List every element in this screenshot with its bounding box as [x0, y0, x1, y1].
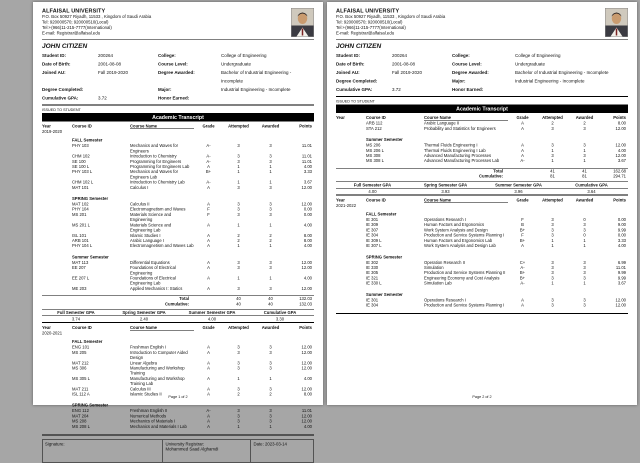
address-line: P.O. Box 50927 Riyadh, 11533 , Kingdom of Saudi Arabia	[42, 14, 152, 19]
info-value: College of Engineering	[221, 53, 267, 58]
course-row: IE 330 L Simulation Lab A- 1 1 3.67	[366, 280, 626, 286]
gpa-label: Summer Semester GPA	[495, 182, 542, 188]
course-row: MAT 113 Differential Equations A 3 3 12.00	[72, 259, 312, 265]
course-row: CHM 102 L Introduction to Chemistry Lab A- 1 1 3.67	[72, 179, 312, 185]
university-name: ALFAISAL UNIVERSITY	[336, 8, 400, 14]
info-value: 3.72	[98, 95, 107, 101]
total-row: Total 41 41 162.68	[493, 168, 626, 174]
info-label: College:	[452, 53, 470, 58]
course-row: IE 307 Work System Analysis and Design B+ 3 3 9.99	[366, 227, 626, 233]
page-content	[327, 2, 637, 405]
gpa-label: Spring Semester GPA	[423, 182, 468, 188]
course-row: IE 309 Human Factors and Ergonomics B 3 3 9.00	[366, 222, 626, 228]
address-line: P.O. Box 50927 Riyadh, 11533 , Kingdom of Saudi Arabia	[336, 14, 446, 19]
course-row: MS 306 Manufacturing and Workshop Training A 3 3 12.00	[72, 365, 312, 376]
table-header-row: Year Course ID Course Name Grade Attempted Awarded Points	[42, 123, 312, 129]
info-value: College of Engineering	[515, 53, 561, 58]
info-value: 2001-08-08	[392, 61, 416, 67]
student-info-grid	[42, 52, 314, 103]
address-line: Tel: 920000570; 920000510(Local)	[42, 19, 109, 25]
info-value: Fall 2019-2020	[392, 70, 423, 75]
student-photo	[605, 8, 628, 37]
info-value: Bachelor of Industrial Engineering - Incomplete	[221, 70, 292, 84]
gpa-value: 3.96	[514, 188, 523, 194]
gpa-value: 3.93	[441, 188, 450, 194]
course-row: IE 321 Engineering Economy and Cost Analysis B+ 3 3 9.99	[366, 275, 626, 281]
gpa-label: Cumulative GPA	[575, 182, 608, 188]
info-label: Course Level:	[452, 61, 482, 67]
course-row: SE 100 L Programming for Engineers Lab A 1 1 4.00	[72, 164, 312, 170]
address-line: Tel:+(966)11-215-7777(International)	[336, 25, 406, 30]
info-label: Joined AU:	[42, 70, 66, 75]
course-row: MS 201 L Materials Science and Engineering Lab A 1 1 4.00	[72, 222, 312, 233]
course-row: ARB 112 Arabic Language II A 2 2 8.00	[366, 120, 626, 126]
course-row: STA 212 Probability and Statistics for Engineers A 3 3 12.00	[366, 125, 626, 131]
student-name: JOHN CITIZEN	[336, 42, 382, 50]
gpa-label: Full Semester GPA	[57, 309, 95, 315]
info-value: Bachelor of Industrial Engineering - Incomplete	[515, 70, 609, 75]
registrar-name: Mohammed Saad Alghamdi	[165, 446, 219, 452]
course-row: ISL 112 A Islamic Studies II A 2 2 8.00	[72, 391, 312, 397]
info-label: Honor Earned:	[158, 95, 190, 101]
course-row: MAT 101 Calculus I A 3 3 12.00	[72, 184, 312, 190]
info-label: Cumulative GPA:	[336, 87, 373, 92]
semester-label: FALL Semester	[366, 211, 397, 217]
info-value	[221, 94, 314, 103]
info-value: 200264	[392, 53, 408, 58]
info-value: Industrial Engineering - Incomplete	[221, 87, 291, 92]
info-value: 200264	[98, 53, 114, 58]
cumulative-row: Cumulative: 40 40 132.03	[165, 301, 312, 307]
course-row: ISL 101 Islamic Studies I A 2 2 8.00	[72, 232, 312, 238]
semester-label: Summer Semester	[366, 137, 403, 143]
transcript-page-2	[327, 2, 637, 405]
student-name: JOHN CITIZEN	[42, 42, 88, 50]
gpa-value: 3.30	[275, 316, 285, 322]
info-label: Honor Earned:	[452, 87, 484, 92]
info-label: Date of Birth:	[42, 61, 71, 67]
course-row: PHY 104 L Electromagnetism and Waves Lab A 1 1 4.00	[72, 243, 312, 249]
semester-label: Summer Semester	[72, 254, 109, 260]
year-row: 2021-2022	[336, 203, 357, 209]
course-row: MAT 212 Linear Algebra A 3 3 12.00	[72, 360, 312, 366]
university-header	[336, 8, 628, 36]
totals-block	[42, 296, 314, 307]
university-header	[42, 8, 314, 36]
semester-label: SPRING Semester	[72, 196, 109, 202]
course-row: MS 208 L Mechanics and Materials I Lab A 1 1 4.00	[72, 423, 312, 429]
university-name: ALFAISAL UNIVERSITY	[42, 8, 106, 14]
semester-label: FALL Semester	[72, 137, 103, 143]
course-row: ARB 101 Arabic Language I A 2 2 8.00	[72, 237, 312, 243]
header-divider	[336, 39, 628, 40]
course-row: MS 205 Introduction to Computer Aided Design A 3 3 12.00	[72, 349, 312, 361]
info-value: 3.72	[392, 87, 401, 92]
info-value: Industrial Engineering - Incomplete	[515, 78, 585, 84]
course-row: MS 308 Advanced Manufacturing Processes A 3 3 12.00	[366, 153, 626, 159]
info-value: Undergraduate	[515, 61, 546, 67]
course-row: ME 203 Applied Mechanics I: Statics A 3 3 12.00	[72, 285, 312, 291]
info-label: Date of Birth:	[336, 61, 365, 67]
university-address	[336, 14, 628, 36]
section-divider	[336, 96, 628, 97]
course-row: MS 206 L Thermal Fluids Engineering I Lab A 1 1 4.00	[366, 147, 626, 153]
info-label: Joined AU:	[336, 70, 360, 75]
course-row: IE 304 Production and Service Systems Planning I A 3 3 12.00	[366, 302, 626, 308]
address-line: E-mail: Registrar@alfaisal.edu	[336, 30, 395, 36]
course-row: PHY 104 Electromagnetism and Waves F 3 3 0.00	[72, 206, 312, 212]
course-row: IE 309 L Human Factors and Ergonomics Lab B+ 1 1 3.33	[366, 237, 626, 243]
info-label: Degree Awarded:	[452, 70, 489, 75]
info-label: College:	[158, 53, 176, 58]
table-header-row: Year Course ID Course Name Grade Attempted Awarded Points	[336, 115, 626, 120]
page-content	[33, 2, 323, 452]
info-label: Student ID:	[42, 53, 66, 58]
course-row: IE 304 Production and Service Systems Planning I F 3 0 0.00	[366, 232, 626, 238]
info-label: Course Level:	[158, 61, 188, 67]
info-value: Fall 2019-2020	[98, 70, 129, 75]
issued-to-student-label: ISSUED TO STUDENT	[42, 107, 81, 112]
info-label: Degree Completed:	[336, 78, 378, 84]
gpa-label: Cumulative GPA	[263, 309, 297, 315]
registrar-cell	[163, 440, 251, 462]
course-row: MS 305 L Manufacturing and Workshop Training Lab A 1 1 4.00	[72, 375, 312, 387]
course-row: PHY 103 Mechanics and Waves for Engineers A- 3 3 11.01	[72, 143, 312, 154]
info-label: Major:	[452, 78, 466, 84]
gpa-values-row	[336, 188, 628, 194]
student-info-grid	[336, 52, 628, 95]
header-divider	[42, 39, 314, 40]
course-row: IE 301 Operations Research I A 3 3 12.00	[366, 297, 626, 303]
course-row: MAT 211 Calculus III A 3 3 12.00	[72, 386, 312, 392]
info-value	[515, 86, 628, 95]
course-row: EE 207 Foundations of Electrical Engineering A 3 3 12.00	[72, 265, 312, 276]
page-number-label: Page 1 of 2	[168, 394, 188, 399]
gpa-label: Summer Semester GPA	[188, 309, 236, 315]
course-row: MS 206 Thermal Fluids Engineering I A 3 3 12.00	[366, 142, 626, 148]
date-cell: Date: 2023-03-14	[251, 440, 314, 462]
totals-block	[336, 168, 628, 179]
gpa-label: Spring Semester GPA	[122, 309, 166, 315]
student-photo	[291, 8, 314, 37]
address-line: Tel:+(966)11-215-7777(International)	[42, 25, 112, 30]
address-line: E-mail: Registrar@alfaisal.edu	[42, 30, 101, 36]
info-value	[392, 77, 452, 86]
issued-to-student-label: ISSUED TO STUDENT	[336, 99, 375, 104]
course-row: EE 207 L Foundations of Electrical Engineering Lab A 1 1 4.00	[72, 275, 312, 286]
cumulative-row: Cumulative: 81 81 294.71	[479, 173, 626, 179]
table-header-row: Year Course ID Course Name Grade Attempted Awarded Points	[42, 324, 312, 330]
course-row: ENG 101 Freshman English I A 3 3 12.00	[72, 344, 312, 350]
course-row: MS 201 Materials Science and Engineering F 3 3 0.00	[72, 211, 312, 223]
signature-box	[42, 440, 314, 463]
course-row: PHY 103 L Mechanics and Waves for Engineers Lab B+ 1 1 3.33	[72, 169, 312, 180]
year-row: 2020-2021	[42, 330, 63, 336]
info-label: Student ID:	[336, 53, 360, 58]
info-label: Degree Awarded:	[158, 70, 195, 75]
info-label: Cumulative GPA:	[42, 95, 79, 101]
table-end-line	[336, 313, 628, 314]
gpa-value: 4.00	[207, 316, 217, 322]
course-row: IE 307 L Work System Analysis and Design Lab A 1 1 4.00	[366, 243, 626, 249]
gpa-value: 4.00	[368, 188, 377, 194]
table-end-line	[42, 435, 314, 436]
semester-label: SPRING Semester	[72, 402, 109, 408]
gpa-summary	[42, 309, 314, 323]
transcript-page-1	[33, 2, 323, 452]
info-value	[98, 86, 158, 95]
gpa-value: 2.40	[139, 316, 149, 322]
gpa-label: Full Semester GPA	[353, 182, 392, 188]
info-label: Degree Completed:	[42, 87, 84, 92]
course-row: IE 302 Operation Research II C+ 3 3 6.99	[366, 259, 626, 265]
course-row: MS 308 L Advanced Manufacturing Processes Lab A- 1 1 3.67	[366, 158, 626, 164]
semester-label: SPRING Semester	[366, 254, 403, 260]
gpa-value: 3.74	[71, 316, 81, 322]
info-label: Major:	[158, 87, 172, 92]
semester-label: Summer Semester	[366, 291, 403, 297]
transcript-title-bar: Academic Transcript	[42, 113, 314, 122]
course-row: MAT 204 Numerical Methods A 3 3 12.00	[72, 413, 312, 419]
gpa-summary	[336, 181, 628, 195]
course-row: MAT 102 Calculus II A 3 3 12.00	[72, 201, 312, 207]
university-address	[42, 14, 314, 36]
registrar-label: University Registrar:	[165, 441, 205, 447]
year-row: 2019-2020	[42, 129, 63, 135]
course-row: IE 305 Production and Service Systems Planning II B+ 3 3 9.99	[366, 270, 626, 276]
course-row: SE 100 Programming for Engineers A- 3 3 11.01	[72, 158, 312, 164]
section-divider	[42, 105, 314, 106]
transcript-title-bar: Academic Transcript	[336, 105, 628, 114]
gpa-values-row	[42, 316, 314, 322]
table-header-row: Year Course ID Course Name Grade Attempted Awarded Points	[336, 197, 626, 203]
total-row: Total 40 40 132.03	[179, 296, 312, 302]
page-number-label: Page 2 of 2	[472, 394, 492, 399]
signature-cell: Signature:	[45, 441, 65, 447]
course-row: CHM 102 Introduction to Chemistry A- 3 3 11.01	[72, 153, 312, 159]
course-row: ENG 112 Freshman English II A- 3 3 11.01	[72, 408, 312, 414]
semester-label: FALL Semester	[72, 339, 103, 345]
info-value: Undergraduate	[221, 61, 252, 67]
course-row: IE 301 Operations Research I F 3 0 0.00	[366, 217, 626, 223]
address-line: Tel: 920000570; 920000510(Local)	[336, 19, 403, 25]
info-value: 2001-08-08	[98, 61, 122, 67]
gpa-value: 3.64	[587, 188, 596, 194]
course-row: MS 208 Mechanics of Materials I A 3 3 12.00	[72, 418, 312, 424]
course-row: IE 330 Simulation A- 3 3 11.01	[366, 264, 626, 270]
